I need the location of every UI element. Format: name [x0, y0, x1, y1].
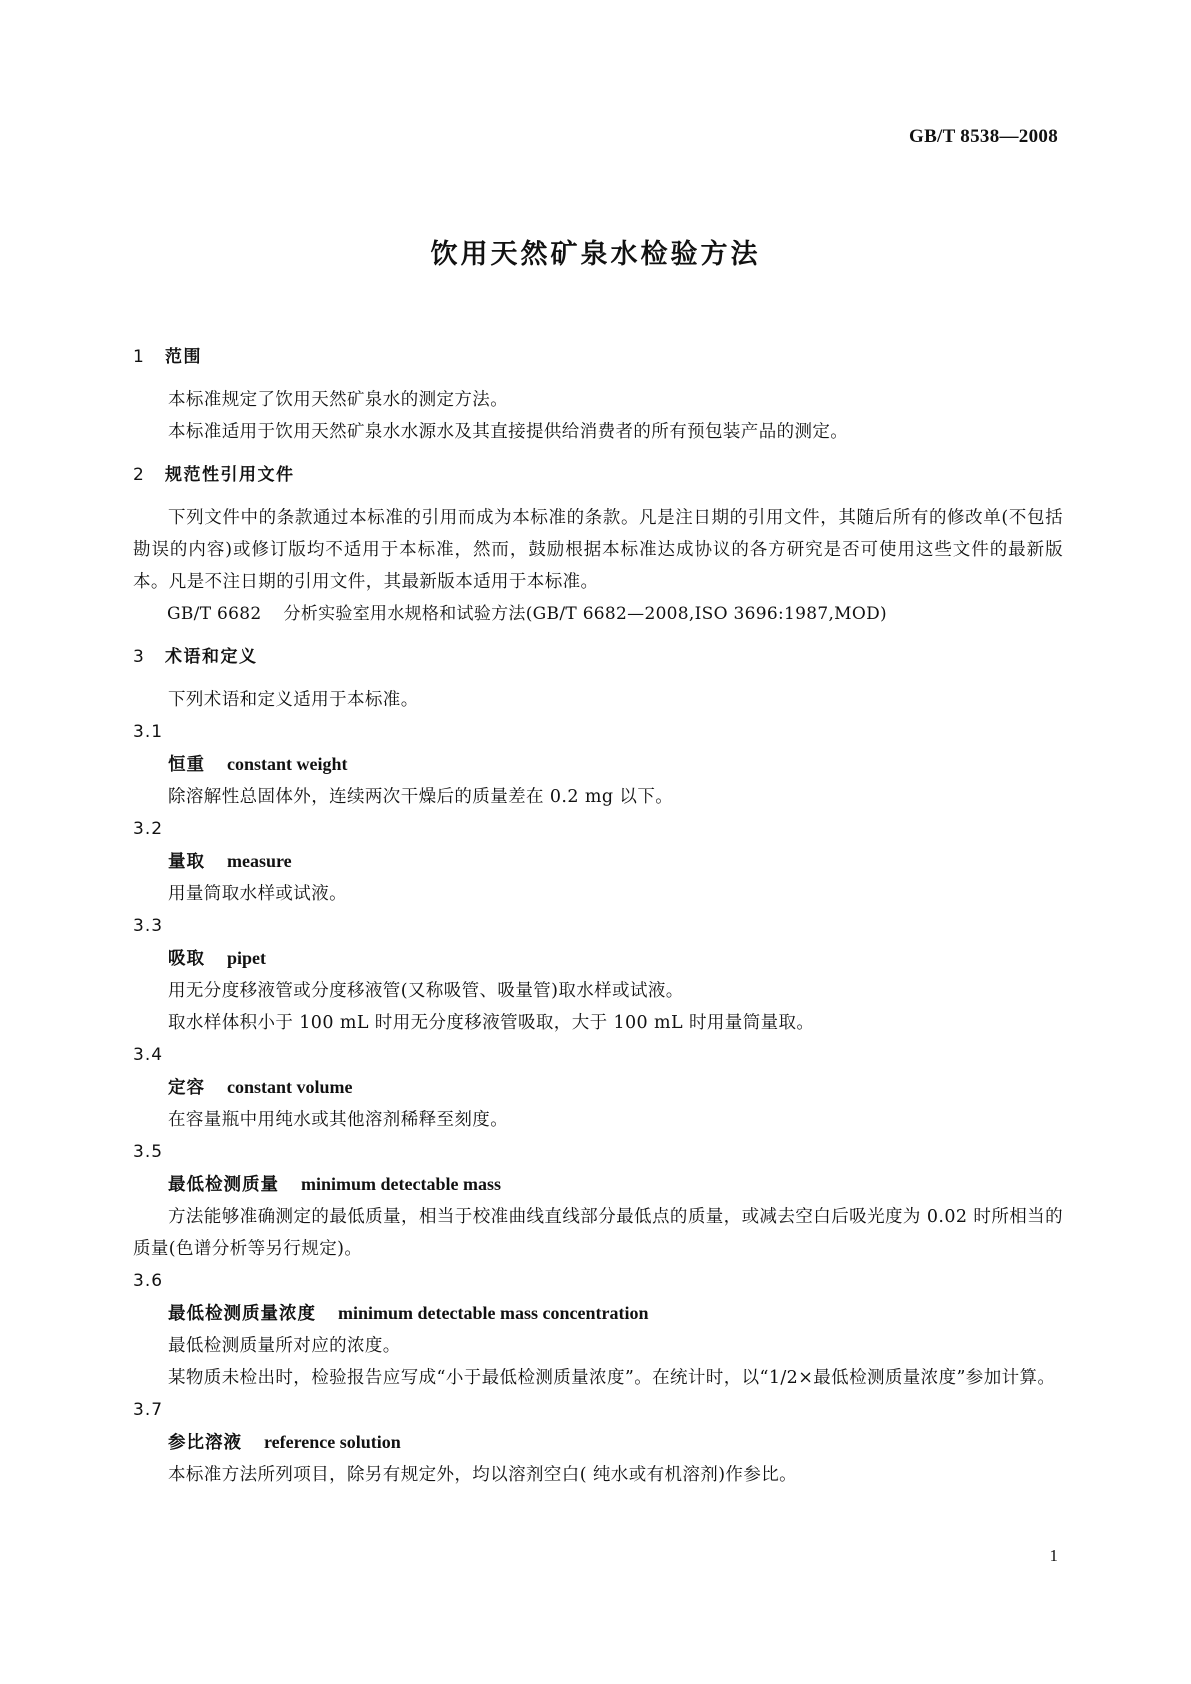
term-definition: 除溶解性总固体外，连续两次干燥后的质量差在 0.2 mg 以下。	[168, 787, 674, 807]
term-chinese: 参比溶液	[168, 1433, 242, 1453]
section-number: 2	[133, 465, 146, 485]
term-number: 3.3	[133, 916, 164, 936]
section-number: 1	[133, 347, 146, 367]
section-number: 3	[133, 647, 146, 667]
term-definition: 取水样体积小于 100 mL 时用无分度移液管吸取，大于 100 mL 时用量筒量取。	[168, 1013, 815, 1033]
term-english: minimum detectable mass	[301, 1174, 501, 1194]
term-definition: 用量筒取水样或试液。	[168, 884, 347, 904]
term-english: minimum detectable mass concentration	[338, 1303, 649, 1323]
paragraph: 本标准规定了饮用天然矿泉水的测定方法。	[168, 390, 509, 410]
term-name	[133, 1168, 1063, 1201]
section-heading	[133, 640, 1063, 674]
term-number: 3.6	[133, 1271, 164, 1291]
term-chinese: 量取	[168, 852, 205, 872]
paragraph: 下列术语和定义适用于本标准。	[168, 690, 419, 710]
reference-code: GB/T 6682	[167, 604, 262, 624]
paragraph: 下列文件中的条款通过本标准的引用而成为本标准的条款。凡是注日期的引用文件，其随后所有的修改单(不包括勘误的内容)或修订版均不适用于本标准，然而，鼓励根据本标准达成协议的各方研究是否可使用这些文件的最新版本。凡是不注日期的引用文件，其最新版本适用于本标准。	[133, 508, 1063, 592]
standard-code: GB/T 8538—2008	[908, 126, 1058, 147]
page-number: 1	[1049, 1546, 1058, 1565]
term-name	[133, 1426, 1063, 1459]
term-chinese: 吸取	[168, 949, 205, 969]
term-name	[133, 845, 1063, 878]
section-heading	[133, 340, 1063, 374]
term-number: 3.1	[133, 722, 164, 742]
term-chinese: 定容	[168, 1078, 205, 1098]
section-title: 规范性引用文件	[165, 465, 295, 485]
term-english: constant weight	[227, 754, 348, 774]
reference-title: 分析实验室用水规格和试验方法(GB/T 6682—2008,ISO 3696:1987,MOD)	[283, 604, 887, 624]
term-definition: 本标准方法所列项目，除另有规定外，均以溶剂空白( 纯水或有机溶剂)作参比。	[168, 1465, 798, 1485]
document-title: 饮用天然矿泉水检验方法	[430, 239, 761, 270]
document-body	[133, 340, 1063, 1491]
term-definition: 用无分度移液管或分度移液管(又称吸管、吸量管)取水样或试液。	[168, 981, 684, 1001]
term-english: pipet	[227, 948, 267, 968]
term-name	[133, 748, 1063, 781]
term-number: 3.5	[133, 1142, 164, 1162]
term-number: 3.4	[133, 1045, 164, 1065]
term-english: reference solution	[264, 1432, 401, 1452]
term-chinese: 最低检测质量	[168, 1175, 279, 1195]
section-title: 范围	[165, 347, 202, 367]
term-english: constant volume	[227, 1077, 353, 1097]
term-chinese: 恒重	[168, 755, 205, 775]
term-number: 3.7	[133, 1400, 164, 1420]
term-definition: 最低检测质量所对应的浓度。	[168, 1336, 401, 1356]
term-definition: 方法能够准确测定的最低质量，相当于校准曲线直线部分最低点的质量，或减去空白后吸光度为 0.02 时所相当的质量(色谱分析等另行规定)。	[133, 1207, 1063, 1259]
section-title: 术语和定义	[165, 647, 258, 667]
term-english: measure	[227, 851, 292, 871]
term-definition: 在容量瓶中用纯水或其他溶剂稀释至刻度。	[168, 1110, 509, 1130]
term-name	[133, 1071, 1063, 1104]
term-number: 3.2	[133, 819, 164, 839]
paragraph: 本标准适用于饮用天然矿泉水水源水及其直接提供给消费者的所有预包装产品的测定。	[168, 422, 849, 442]
term-name	[133, 942, 1063, 975]
term-name	[133, 1297, 1063, 1330]
term-chinese: 最低检测质量浓度	[168, 1304, 316, 1324]
term-definition: 某物质未检出时，检验报告应写成“小于最低检测质量浓度”。在统计时，以“1/2×最低检测质量浓度”参加计算。	[168, 1368, 1056, 1388]
normative-reference	[133, 598, 1063, 630]
section-heading	[133, 458, 1063, 492]
